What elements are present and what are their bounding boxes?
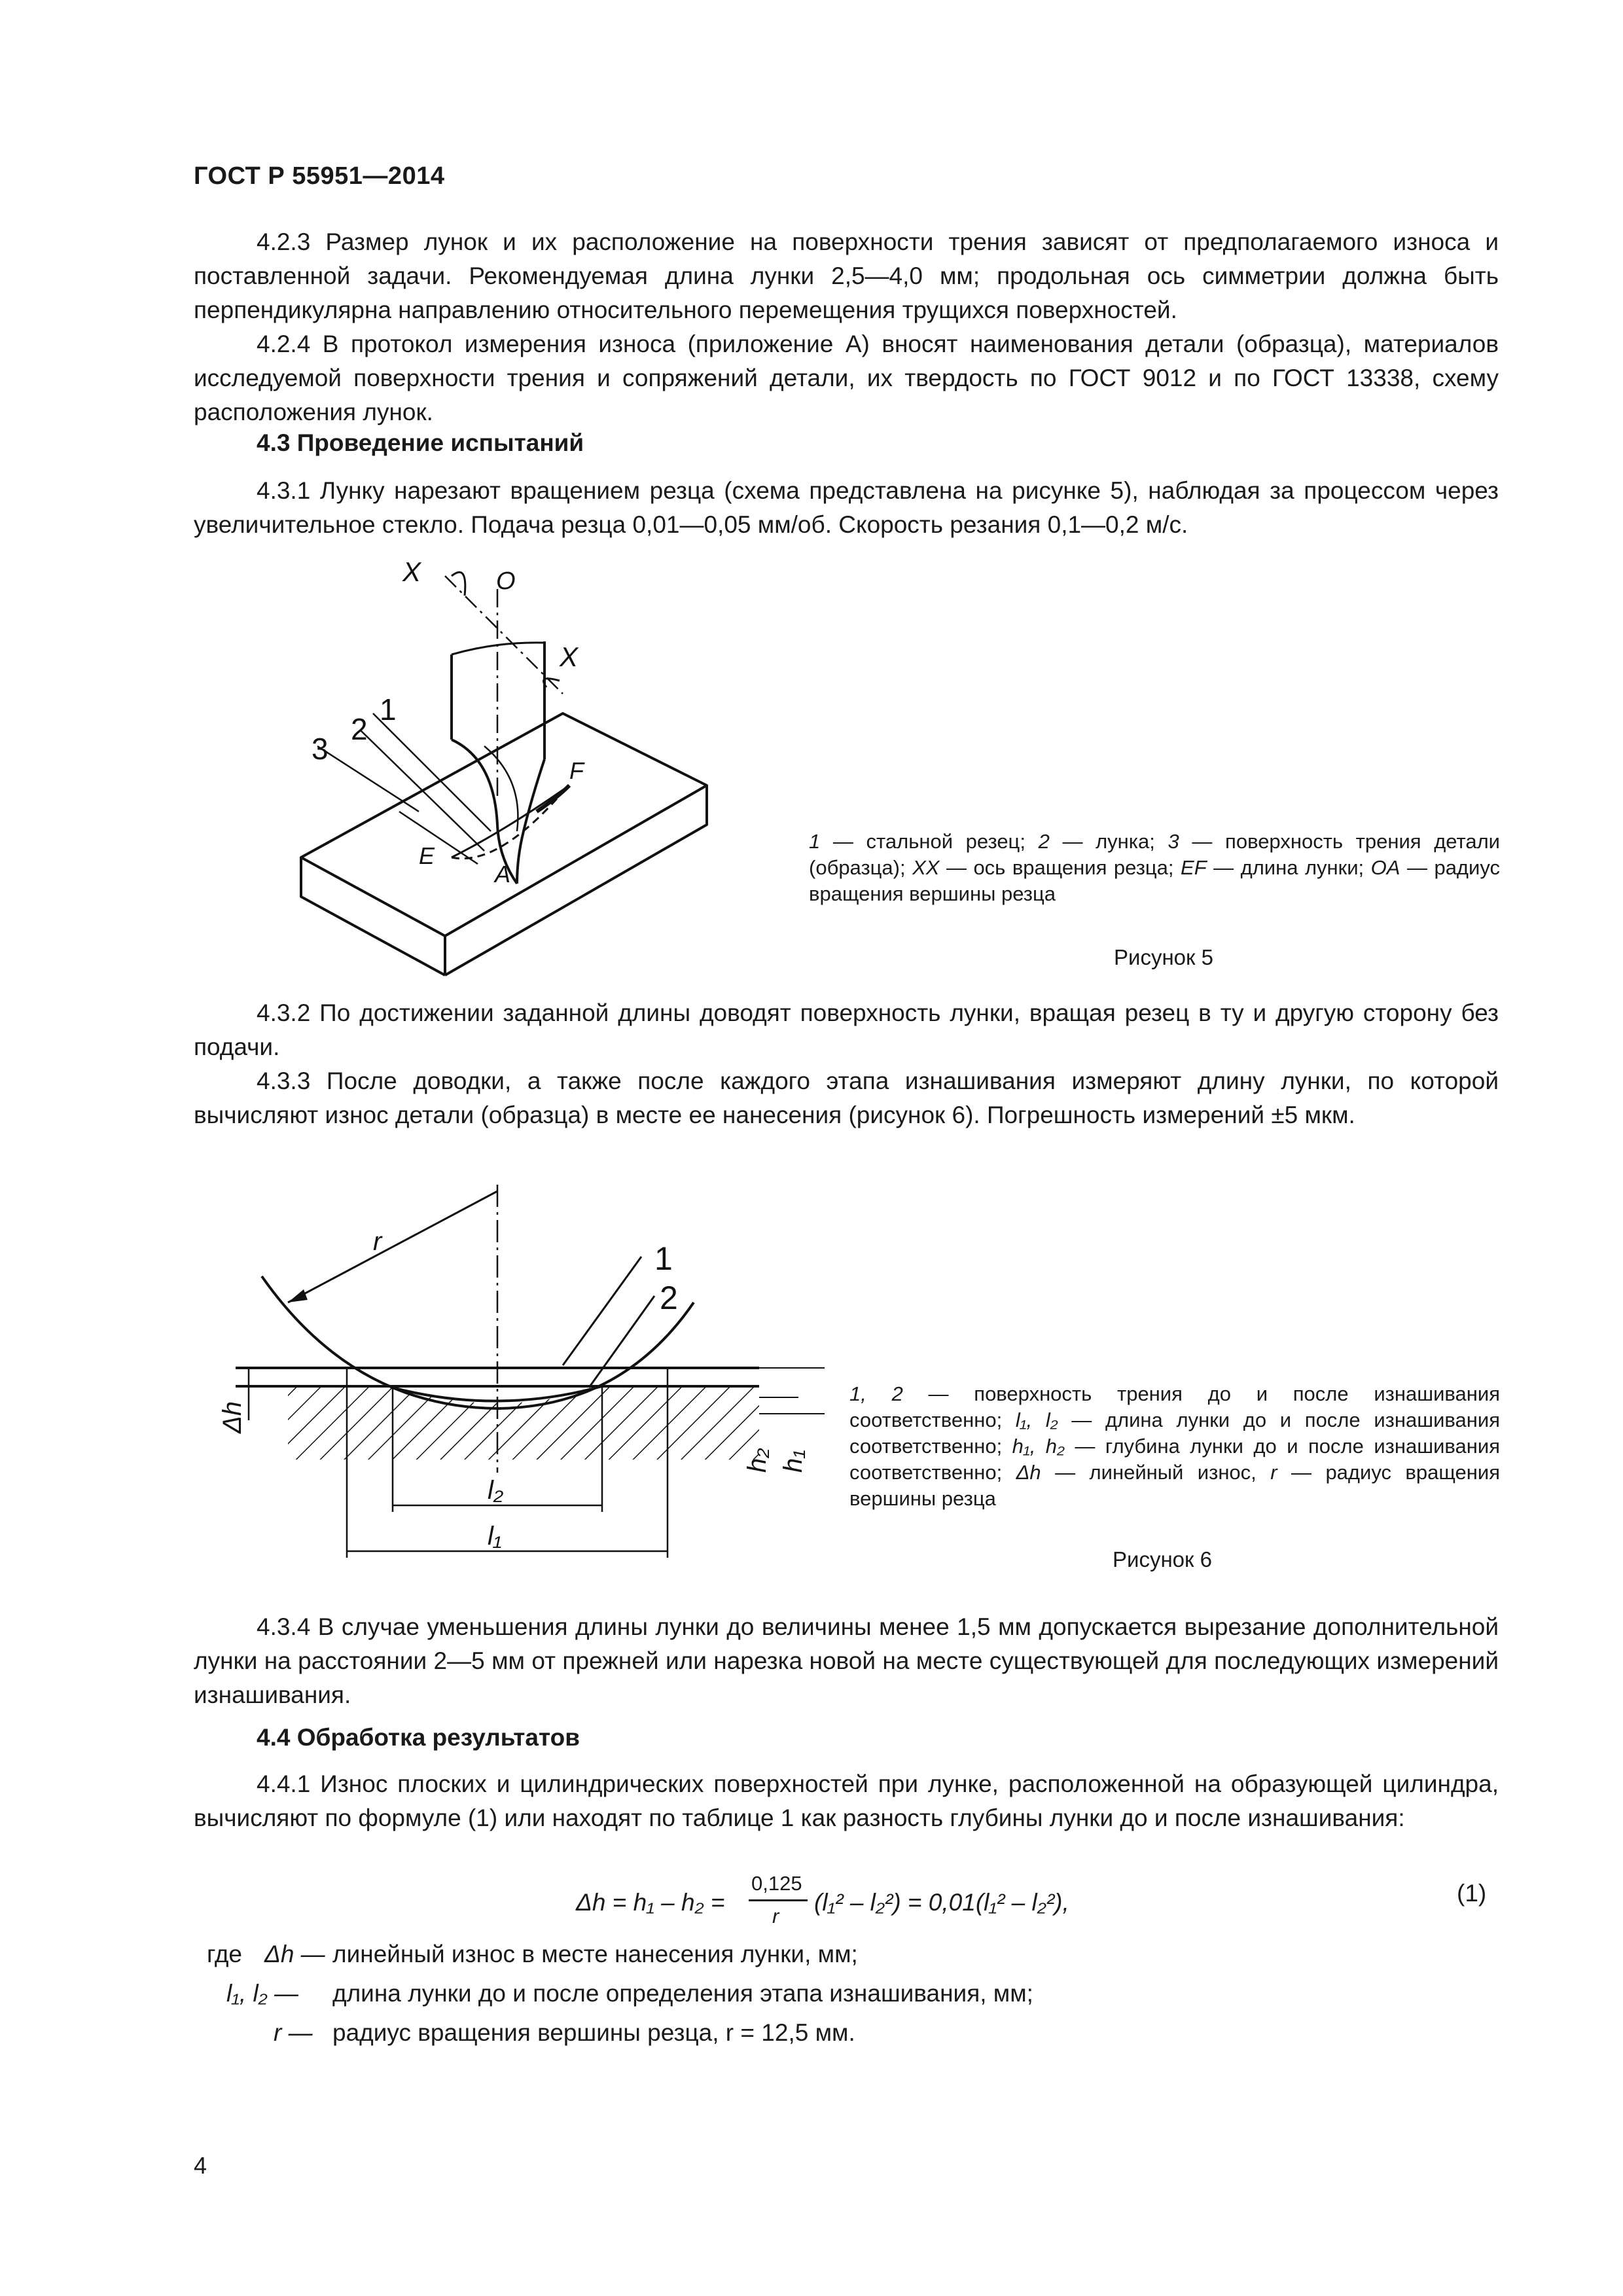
figure-5-drawing — [288, 550, 785, 969]
formula-fraction-denominator: r — [772, 1905, 779, 1928]
fig6-label-l2: l₂ — [488, 1476, 504, 1505]
fig6-label-h2: h₂ — [743, 1448, 772, 1473]
paragraphs-4-2 — [194, 225, 1499, 429]
fig5-label-o: O — [496, 567, 516, 595]
paragraphs-4-3-2-3 — [194, 996, 1499, 1132]
paragraph-block-4-3-4 — [194, 1610, 1499, 1712]
where-text-l: длина лунки до и после определения этапа изнашивания, мм; — [332, 1980, 1033, 2007]
section-heading-4-4: 4.4 Обработка результатов — [257, 1724, 580, 1751]
fig5-label-f: F — [569, 757, 584, 784]
formula-rhs: (l₁² – l₂²) = 0,01(l₁² – l₂²), — [814, 1889, 1069, 1916]
fig5-label-2: 2 — [351, 712, 368, 746]
fig5-label-x-top: X — [402, 556, 421, 587]
paragraph-4-3-4: 4.3.4 В случае уменьшения длины лунки до величины менее 1,5 мм допускается вырезание дополнительной лунки на расстоянии 2—5 мм от прежней или нарезка новой на месте существующей для последующих измерений изнашивания. — [194, 1613, 1499, 1708]
formula-lhs: Δh = h₁ – h₂ = — [576, 1889, 725, 1916]
fig6-label-2: 2 — [660, 1280, 678, 1316]
figure-6-legend: 1, 2 — поверхность трения до и после изнашивания соответственно; l₁, l₂ — длина лунки до и после изнашивания соответственно; h₁, h₂ — глубина лунки до и после изнашивания соответственно; Δh — линейный износ, r — радиус вращения вершины резца — [849, 1382, 1500, 1510]
document-header: ГОСТ Р 55951—2014 — [194, 162, 445, 190]
figure-6-caption: Рисунок 6 — [1113, 1547, 1212, 1571]
fig5-label-e: E — [419, 842, 435, 869]
figure-5-caption: Рисунок 5 — [1114, 945, 1213, 969]
fig6-label-l1: l₁ — [488, 1522, 502, 1551]
fig5-label-3: 3 — [312, 732, 329, 766]
formula-fraction-numerator: 0,125 — [751, 1872, 802, 1895]
fig6-label-dh: Δh — [218, 1401, 247, 1433]
paragraph-4-2-4: 4.2.4 В протокол измерения износа (приложение А) вносят наименования детали (образца), материалов исследуемой поверхности трения и сопряжений детали, их твердость по ГОСТ 9012 и по ГОСТ 13338, схему расположения лунок. — [194, 331, 1499, 425]
where-symbol-r: r — — [274, 2019, 313, 2046]
fig5-label-x-bottom: X — [560, 641, 579, 672]
paragraph-block-4-3-1 — [194, 474, 1499, 542]
paragraph-4-2-3: 4.2.3 Размер лунок и их расположение на поверхности трения зависят от предполагаемого износа и поставленной задачи. Рекомендуемая длина лунки 2,5—4,0 мм; продольная ось симметрии должна быть перпендикулярна направлению относительного перемещения трущихся поверхностей. — [194, 228, 1499, 323]
paragraph-4-3-1: 4.3.1 Лунку нарезают вращением резца (схема представлена на рисунке 5), наблюдая за процессом через увеличительное стекло. Подача резца 0,01—0,05 мм/об. Скорость резания 0,1—0,2 м/с. — [194, 477, 1499, 538]
where-text-r: радиус вращения вершины резца, r = 12,5 мм. — [332, 2019, 855, 2046]
formula-number: (1) — [1457, 1880, 1487, 1907]
where-text-dh: линейный износ в месте нанесения лунки, мм; — [332, 1941, 858, 1967]
page-number: 4 — [194, 2152, 207, 2179]
paragraph-4-4-1: 4.4.1 Износ плоских и цилиндрических поверхностей при лунке, расположенной на образующей цилиндра, вычисляют по формуле (1) или находят по таблице 1 как разность глубины лунки до и после изнашивания: — [194, 1770, 1499, 1831]
section-heading-4-3: 4.3 Проведение испытаний — [257, 429, 584, 456]
fig5-label-a: A — [495, 861, 511, 888]
where-symbol-l: l₁, l₂ — — [226, 1980, 299, 2007]
paragraph-4-3-3: 4.3.3 После доводки, а также после каждого этапа изнашивания измеряют длину лунки, по которой вычисляют износ детали (образца) в месте ее нанесения (рисунок 6). Погрешность измерений ±5 мкм. — [194, 1067, 1499, 1128]
paragraph-block-4-4-1 — [194, 1767, 1499, 1835]
where-symbol-dh: Δh — — [264, 1941, 325, 1967]
fig6-label-1: 1 — [654, 1240, 673, 1277]
formula-1 — [576, 1872, 1165, 1933]
formula-fraction-bar — [749, 1899, 808, 1901]
fig6-label-r: r — [373, 1227, 382, 1256]
where-intro: где — [207, 1941, 243, 1967]
paragraph-4-3-2: 4.3.2 По достижении заданной длины доводят поверхность лунки, вращая резец в ту и другую сторону без подачи. — [194, 999, 1499, 1060]
fig5-label-1: 1 — [380, 692, 397, 726]
fig6-label-h1: h₁ — [779, 1450, 808, 1473]
figure-5-legend: 1 — стальной резец; 2 — лунка; 3 — поверхность трения детали (образца); XX — ось вращения резца; EF — длина лунки; OA — радиус вращения вершины резца — [809, 830, 1501, 905]
figure-6-drawing — [218, 1172, 812, 1577]
